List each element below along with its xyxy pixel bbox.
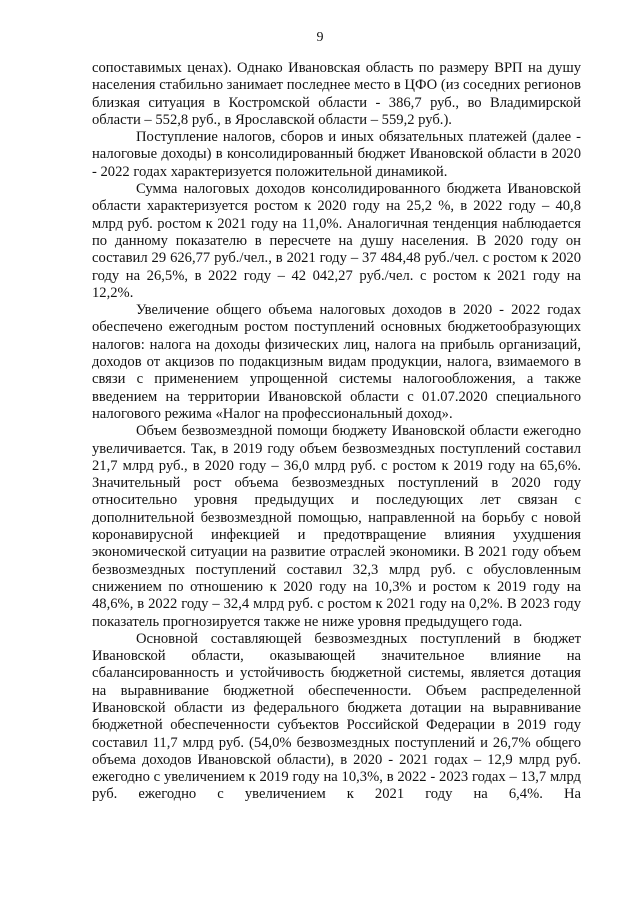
body-text (92, 60, 581, 804)
paragraph-tax-growth-reasons: Увеличение общего объема налоговых доходов в 2020 - 2022 годах обеспечено ежегодным ростом поступлений основных бюджетообразующих налогов: налога на доходы физических лиц, налога на прибыль организаций, доходов от акцизов по подакцизным видам продукции, налога, взимаемого в связи с применением упрощенной системы налогообложения, а также введением на территории Ивановской области с 01.07.2020 специального налогового режима «Налог на профессиональный доход». (92, 302, 581, 422)
paragraph-grant-aid: Объем безвозмездной помощи бюджету Ивановской области ежегодно увеличивается. Так, в 2019 году объем безвозмездных поступлений составил 21,7 млрд руб., в 2020 году – 36,0 млрд руб. с ростом к 2019 году на 65,6%. Значительный рост объема безвозмездных поступлений в 2020 году относительно уровня предыдущих и последующих лет связан с дополнительной безвозмездной помощью, направленной на борьбу с новой коронавирусной инфекцией и предотвращение влияния ухудшения экономической ситуации на развитие отраслей экономики. В 2021 году объем безвозмездных поступлений составил 32,3 млрд руб. с обусловленным снижением по отношению к 2020 году на 10,3% и ростом к 2019 году на 48,6%, в 2022 году – 32,4 млрд руб. с ростом к 2021 году на 0,2%. В 2023 году показатель прогнозируется также не ниже уровня предыдущего года. (92, 423, 581, 630)
paragraph-equalization-subsidy: Основной составляющей безвозмездных поступлений в бюджет Ивановской области, оказывающей значительное влияние на сбалансированность и устойчивость бюджетной системы, является дотация на выравнивание бюджетной обеспеченности. Объем распределенной Ивановской области из федерального бюджета дотации на выравнивание бюджетной обеспеченности субъектов Российской Федерации в 2019 году составил 11,7 млрд руб. (54,0% безвозмездных поступлений и 26,7% общего объема доходов Ивановской области), в 2020 - 2021 годах – 12,9 млрд руб. ежегодно с увеличением к 2019 году на 10,3%, в 2022 - 2023 годах – 13,7 млрд руб. ежегодно с увеличением к 2021 году на 6,4%. На (92, 630, 581, 803)
paragraph-vrp-per-capita: сопоставимых ценах). Однако Ивановская область по размеру ВРП на душу населения стабильно занимает последнее место в ЦФО (из соседних регионов близкая ситуация в Костромской области - 386,7 руб., во Владимирской области – 552,8 руб., в Ярославской области – 559,2 руб.). (92, 60, 581, 128)
page-number: 9 (316, 30, 324, 45)
paragraph-tax-revenue-amount: Сумма налоговых доходов консолидированного бюджета Ивановской области характеризуется ростом к 2020 году на 25,2 %, в 2022 году – 40,8 млрд руб. ростом к 2021 году на 11,0%. Аналогичная тенденция наблюдается по данному показателю в пересчете на душу населения. В 2020 году он составил 29 626,77 руб./чел., в 2021 году – 37 484,48 руб./чел. с ростом к 2020 году на 26,5%, в 2022 году – 42 042,27 руб./чел. с ростом к 2021 году на 12,2%. (92, 181, 581, 301)
paragraph-tax-revenue-intro: Поступление налогов, сборов и иных обязательных платежей (далее - налоговые доходы) в консолидированный бюджет Ивановской области в 2020 - 2022 годах характеризуется положительной динамикой. (92, 129, 581, 180)
